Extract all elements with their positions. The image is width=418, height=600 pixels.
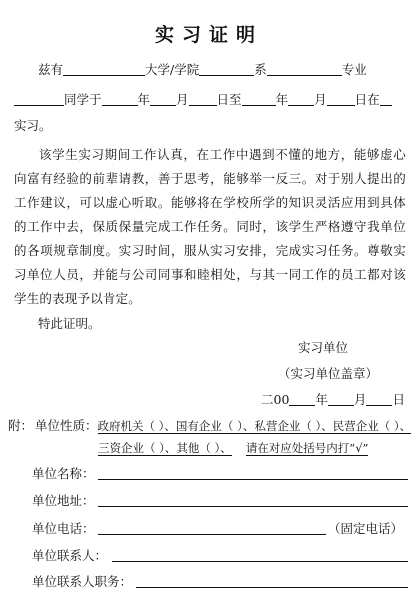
intro-line-1 bbox=[38, 62, 367, 78]
intro-text: 月 bbox=[314, 92, 327, 107]
unit-nature-row bbox=[8, 418, 411, 434]
start-month-blank[interactable] bbox=[150, 92, 176, 106]
date-day-label: 日 bbox=[392, 392, 405, 407]
unit-blank[interactable] bbox=[380, 92, 392, 106]
unit-phone-label: 单位电话： bbox=[32, 521, 95, 536]
unit-nature-options-2[interactable]: 三资企业（ ）、其他（ ）、 bbox=[98, 441, 232, 455]
date-year-blank[interactable] bbox=[289, 392, 315, 406]
intro-line-2 bbox=[14, 92, 392, 108]
intro-text: 实习。 bbox=[14, 118, 52, 133]
unit-address-field[interactable] bbox=[98, 493, 408, 507]
end-year-blank[interactable] bbox=[242, 92, 276, 106]
unit-phone-field[interactable] bbox=[98, 521, 326, 535]
student-name-blank[interactable] bbox=[14, 92, 64, 106]
end-month-blank[interactable] bbox=[288, 92, 314, 106]
intro-text: 年 bbox=[275, 92, 289, 107]
intro-line-3 bbox=[14, 118, 52, 134]
intro-text: 日在 bbox=[354, 92, 380, 107]
unit-contact-position-row bbox=[32, 574, 132, 590]
closing-text: 特此证明。 bbox=[38, 316, 101, 331]
intro-text: 月 bbox=[176, 92, 189, 107]
intro-text: 日至 bbox=[216, 92, 242, 107]
date-month-label: 月 bbox=[353, 392, 367, 407]
signature-unit: 实习单位 bbox=[298, 340, 349, 355]
intro-text: 系 bbox=[254, 62, 267, 77]
unit-contact-row bbox=[32, 548, 107, 564]
unit-address-row bbox=[32, 493, 95, 509]
college-blank[interactable] bbox=[199, 62, 254, 76]
attachment-label: 附： bbox=[8, 418, 34, 433]
end-day-blank[interactable] bbox=[327, 92, 355, 106]
university-blank[interactable] bbox=[63, 62, 145, 76]
page-title: 实习证明 bbox=[154, 24, 263, 46]
unit-contact-label: 单位联系人： bbox=[32, 548, 108, 563]
unit-name-label: 单位名称： bbox=[32, 466, 95, 481]
unit-phone-row bbox=[32, 521, 404, 537]
phone-type-note: （固定电话） bbox=[328, 521, 404, 536]
signature-date bbox=[261, 392, 405, 408]
department-blank[interactable] bbox=[267, 62, 342, 76]
date-year-label: 年 bbox=[315, 392, 328, 407]
unit-address-label: 单位地址： bbox=[32, 493, 95, 508]
signature-seal: （实习单位盖章） bbox=[278, 366, 379, 381]
intro-text: 兹有 bbox=[38, 62, 64, 77]
intro-text: 年 bbox=[137, 92, 151, 107]
unit-name-row bbox=[32, 466, 95, 482]
tick-instruction: 请在对应处括号内打“√” bbox=[245, 441, 369, 455]
date-day-blank[interactable] bbox=[366, 392, 392, 406]
start-year-blank[interactable] bbox=[102, 92, 138, 106]
start-day-blank[interactable] bbox=[189, 92, 217, 106]
intro-text: 同学于 bbox=[64, 92, 102, 107]
unit-nature-label: 单位性质： bbox=[35, 418, 98, 433]
unit-contact-position-field[interactable] bbox=[136, 574, 408, 588]
date-prefix: 二00 bbox=[261, 392, 290, 407]
unit-name-field[interactable] bbox=[98, 466, 408, 480]
date-month-blank[interactable] bbox=[328, 392, 354, 406]
intro-text: 大学/学院 bbox=[145, 62, 200, 77]
unit-contact-position-label: 单位联系人职务： bbox=[32, 574, 133, 589]
unit-nature-options-1[interactable]: 政府机关（ ）、国有企业（ ）、私营企业（ ）、民营企业（ ）、 bbox=[97, 419, 412, 433]
unit-contact-field[interactable] bbox=[112, 548, 408, 562]
body-paragraph: 该学生实习期间工作认真，在工作中遇到不懂的地方，能够虚心向富有经验的前辈请教，善于思考，能够举一反三。对于别人提出的工作建议，可以虚心听取。能够将在学校所学的知识灵活应用到具体的工作中去，保质保量完成工作任务。同时，该学生严格遵守我单位的各项规章制度。实习时间，服从实习安排，完成实习任务。尊敬实习单位人员，并能与公司同事和睦相处，与其一同工作的员工都对该学生的表现予以肯定。 bbox=[14, 147, 406, 306]
unit-nature-row-2 bbox=[98, 440, 368, 456]
intro-text: 专业 bbox=[341, 62, 367, 77]
